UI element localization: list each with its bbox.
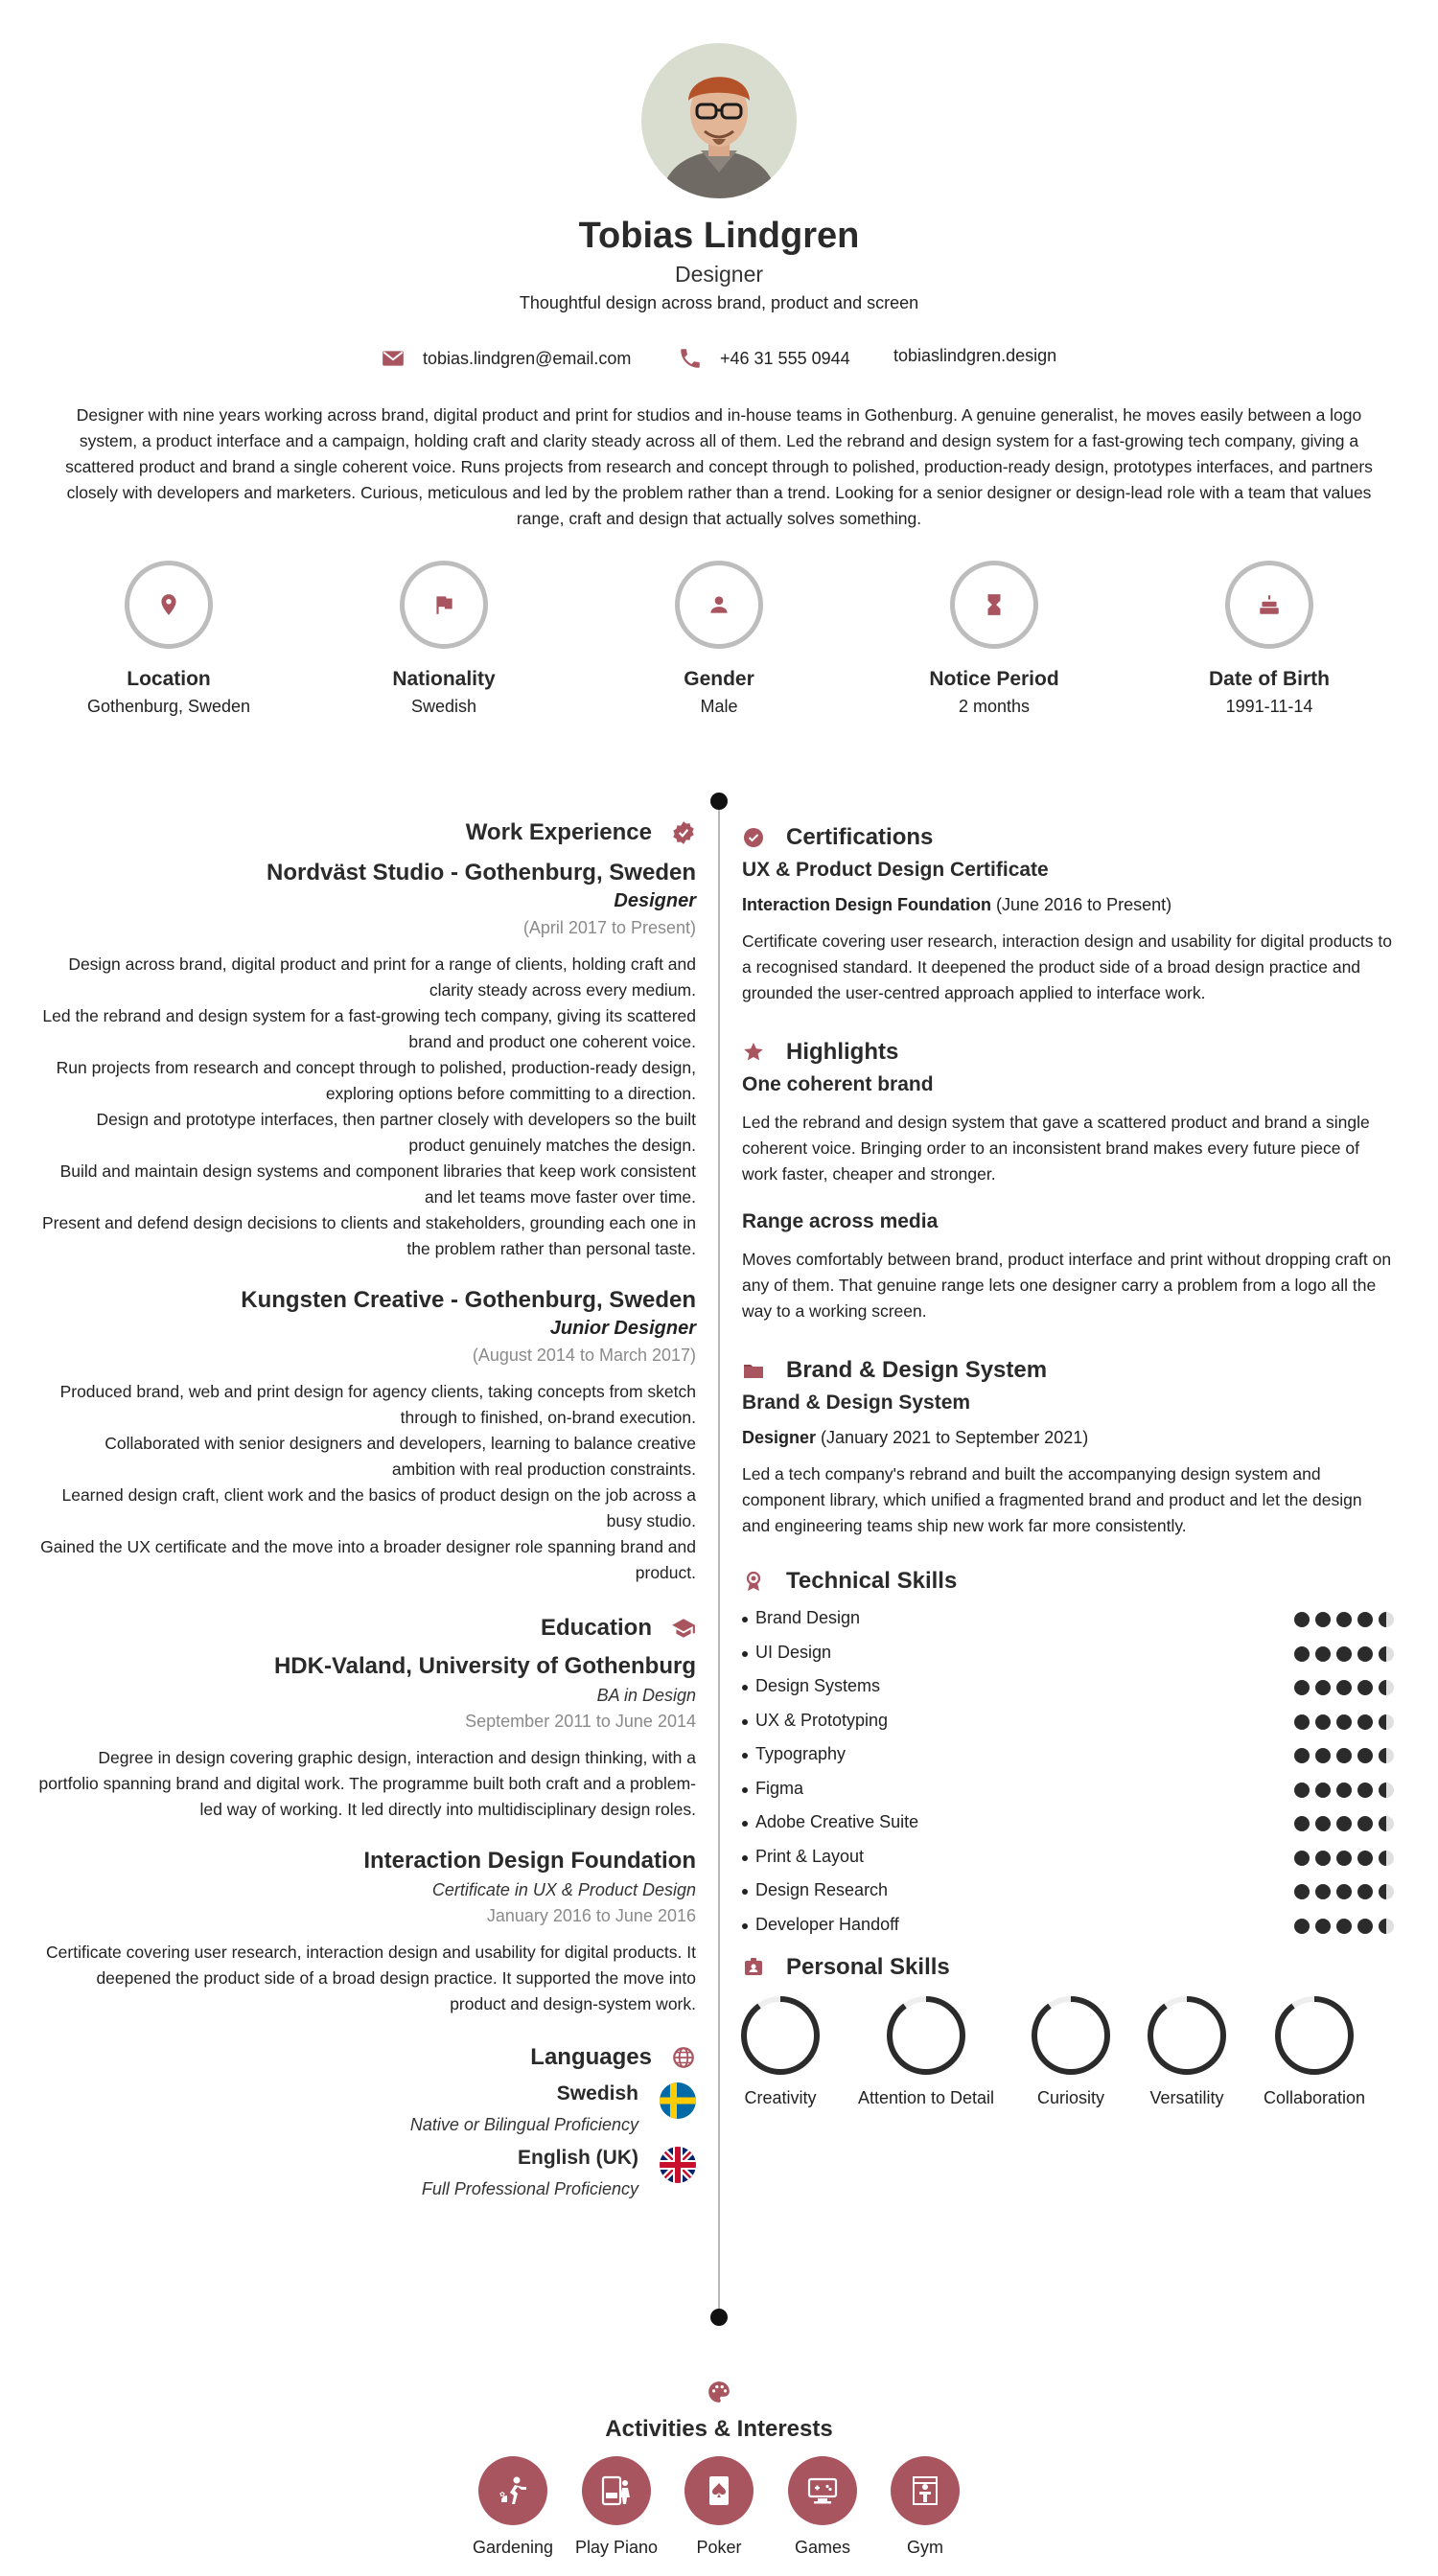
technical-skill-name: Developer Handoff bbox=[755, 1914, 899, 1934]
rating-dot bbox=[1357, 1782, 1373, 1798]
palette-icon bbox=[707, 2380, 731, 2404]
fact-location bbox=[44, 561, 293, 717]
technical-skill-name: Print & Layout bbox=[755, 1846, 865, 1866]
education-school: Interaction Design Foundation bbox=[363, 1848, 696, 1874]
skill-ring bbox=[885, 1994, 967, 2077]
skill-rating bbox=[1294, 1748, 1394, 1763]
rating-dot bbox=[1336, 1680, 1352, 1695]
rating-dot bbox=[1357, 1680, 1373, 1695]
skill-ring-progress bbox=[744, 1999, 817, 2072]
work-experience-header bbox=[38, 819, 696, 846]
rating-dot bbox=[1315, 1782, 1331, 1798]
job-bullet: Design across brand, digital product and print for a range of clients, holding craft and clarity steady across every medium. bbox=[68, 954, 696, 1000]
project-header bbox=[742, 1357, 1394, 1384]
rating-dot bbox=[1315, 1816, 1331, 1831]
rating-dot bbox=[1357, 1714, 1373, 1730]
language-level: Native or Bilingual Proficiency bbox=[409, 2115, 638, 2134]
bullet-dot bbox=[742, 1651, 748, 1657]
highlights-header bbox=[742, 1039, 1394, 1066]
email-contact[interactable] bbox=[381, 346, 631, 371]
education-entry bbox=[38, 1848, 696, 2017]
rating-dot bbox=[1379, 1612, 1394, 1627]
skill-rating bbox=[1294, 1782, 1394, 1798]
job-bullet: Gained the UX certificate and the move into a broader designer role spanning brand and product. bbox=[40, 1537, 696, 1582]
language-entry bbox=[38, 2147, 696, 2199]
job-bullet: Produced brand, web and print design for agency clients, taking concepts from sketch through to finished, on-brand execution. bbox=[59, 1382, 696, 1427]
education-dates: January 2016 to June 2016 bbox=[486, 1906, 696, 1925]
certificate-badge-icon bbox=[742, 826, 765, 849]
rating-dot bbox=[1379, 1782, 1394, 1798]
rating-dot bbox=[1336, 1919, 1352, 1934]
technical-skill-item bbox=[742, 1880, 1394, 1915]
technical-skills-section bbox=[742, 1568, 1394, 1948]
language-name: Swedish bbox=[556, 2082, 638, 2104]
personal-skill-item bbox=[1238, 1994, 1391, 2108]
job-bullets bbox=[38, 1379, 696, 1586]
rating-dot bbox=[1379, 1714, 1394, 1730]
job-bullet: Learned design craft, client work and the basics of product design on the job across a busy studio. bbox=[61, 1485, 696, 1530]
personal-skills-section bbox=[742, 1954, 1394, 2119]
interest-label: Play Piano bbox=[574, 2538, 659, 2557]
highlight-title: Range across media bbox=[742, 1210, 939, 1232]
technical-skills-header bbox=[742, 1568, 1394, 1595]
rating-dot bbox=[1357, 1884, 1373, 1899]
interest-label: Gym bbox=[907, 2538, 943, 2557]
rating-dot bbox=[1357, 1612, 1373, 1627]
rating-dot bbox=[1336, 1714, 1352, 1730]
gym-icon bbox=[906, 2472, 944, 2510]
job-company: Nordväst Studio - Gothenburg, Sweden bbox=[266, 860, 696, 886]
skill-ring bbox=[739, 1994, 822, 2077]
technical-skill-name: Design Systems bbox=[755, 1676, 881, 1695]
job-bullet: Present and defend design decisions to clients and stakeholders, grounding each one in the problem rather than personal taste. bbox=[42, 1213, 696, 1258]
rating-dot bbox=[1336, 1816, 1352, 1831]
job-bullets bbox=[38, 952, 696, 1262]
rating-dot bbox=[1294, 1714, 1310, 1730]
skill-rating bbox=[1294, 1816, 1394, 1831]
technical-skill-item bbox=[742, 1643, 1394, 1677]
rating-dot bbox=[1294, 1919, 1310, 1934]
rating-dot bbox=[1315, 1884, 1331, 1899]
personal-skill-name: Attention to Detail bbox=[857, 2088, 995, 2107]
skill-rating bbox=[1294, 1612, 1394, 1627]
fact-date-of-birth bbox=[1145, 561, 1394, 717]
fact-label: Location bbox=[127, 668, 211, 690]
location-pin-icon bbox=[156, 592, 181, 617]
bullet-dot bbox=[742, 1753, 748, 1759]
star-badge-icon bbox=[742, 1041, 765, 1064]
skill-rating bbox=[1294, 1919, 1394, 1934]
website-text[interactable]: tobiaslindgren.design bbox=[893, 346, 1057, 365]
certification-issuer: Interaction Design Foundation bbox=[742, 895, 991, 914]
technical-skill-name: Adobe Creative Suite bbox=[755, 1812, 919, 1831]
piano-icon bbox=[597, 2472, 636, 2510]
fact-label: Notice Period bbox=[929, 668, 1059, 690]
skill-ring-progress bbox=[1150, 1999, 1223, 2072]
skill-ring bbox=[1030, 1994, 1112, 2077]
timeline-top-dot bbox=[710, 793, 728, 810]
project-name: Brand & Design System bbox=[742, 1392, 971, 1414]
certification-name: UX & Product Design Certificate bbox=[742, 859, 1049, 881]
rating-dot bbox=[1336, 1748, 1352, 1763]
skill-rating bbox=[1294, 1714, 1394, 1730]
rating-dot bbox=[1315, 1851, 1331, 1866]
rating-dot bbox=[1379, 1919, 1394, 1934]
rating-dot bbox=[1357, 1851, 1373, 1866]
folder-icon bbox=[742, 1359, 765, 1382]
rating-dot bbox=[1379, 1816, 1394, 1831]
bullet-dot bbox=[742, 1889, 748, 1895]
fact-ring bbox=[400, 561, 488, 649]
rating-dot bbox=[1379, 1646, 1394, 1662]
technical-skill-item bbox=[742, 1915, 1394, 1949]
bullet-dot bbox=[742, 1855, 748, 1861]
website-contact[interactable] bbox=[893, 346, 1056, 366]
rating-dot bbox=[1294, 1646, 1310, 1662]
job-bullet: Led the rebrand and design system for a fast-growing tech company, giving its scattered brand and product one coherent voice. bbox=[42, 1006, 696, 1051]
rating-dot bbox=[1336, 1612, 1352, 1627]
fact-ring bbox=[675, 561, 763, 649]
skill-ring-progress bbox=[1034, 1999, 1107, 2072]
skill-rating bbox=[1294, 1646, 1394, 1662]
project-dates: (January 2021 to September 2021) bbox=[821, 1428, 1089, 1447]
interest-piano bbox=[564, 2456, 669, 2559]
rating-dot bbox=[1294, 1782, 1310, 1798]
fact-label: Date of Birth bbox=[1209, 668, 1330, 690]
bullet-dot bbox=[742, 1617, 748, 1622]
email-text[interactable]: tobias.lindgren@email.com bbox=[423, 348, 632, 368]
technical-skill-item bbox=[742, 1779, 1394, 1813]
rating-dot bbox=[1315, 1612, 1331, 1627]
flag-icon bbox=[431, 592, 456, 617]
technical-skill-name: Brand Design bbox=[755, 1608, 861, 1627]
project-section bbox=[742, 1357, 1394, 1539]
technical-skill-item bbox=[742, 1711, 1394, 1745]
section-title: Education bbox=[540, 1615, 652, 1641]
fact-nationality bbox=[319, 561, 568, 717]
skill-ring bbox=[1273, 1994, 1356, 2077]
fact-ring bbox=[950, 561, 1038, 649]
rating-dot bbox=[1315, 1919, 1331, 1934]
certification-meta bbox=[742, 895, 1394, 915]
highlights-section bbox=[742, 1039, 1394, 1324]
personal-skill-name: Collaboration bbox=[1263, 2088, 1366, 2107]
rating-dot bbox=[1336, 1646, 1352, 1662]
interest-label: Games bbox=[794, 2538, 851, 2557]
profile-photo bbox=[641, 43, 797, 198]
job-entry bbox=[38, 860, 696, 1262]
bullet-dot bbox=[742, 1821, 748, 1827]
rating-dot bbox=[1315, 1748, 1331, 1763]
certification-description: Certificate covering user research, interaction design and usability for digital products to a recognised standard. It deepened the product side of a broad design practice and grounded the user-centred approach applied to interface work. bbox=[742, 932, 1392, 1002]
education-description: Degree in design covering graphic design, interaction and design thinking, with a portfolio spanning brand and digital work. The programme built both craft and a problem-led way of working. It led directly into multidisciplinary design roles. bbox=[38, 1748, 696, 1819]
rating-dot bbox=[1357, 1646, 1373, 1662]
hourglass-icon bbox=[982, 592, 1007, 617]
rating-dot bbox=[1336, 1884, 1352, 1899]
rating-dot bbox=[1315, 1714, 1331, 1730]
bullet-dot bbox=[742, 1719, 748, 1725]
personal-skill-item bbox=[849, 1994, 1003, 2108]
rating-dot bbox=[1294, 1612, 1310, 1627]
rating-dot bbox=[1294, 1884, 1310, 1899]
skill-rating bbox=[1294, 1851, 1394, 1866]
uk-flag-icon bbox=[660, 2147, 696, 2183]
candidate-name: Tobias Lindgren bbox=[578, 216, 860, 256]
skill-rating bbox=[1294, 1884, 1394, 1899]
fact-notice-period bbox=[870, 561, 1119, 717]
certification-dates: (June 2016 to Present) bbox=[996, 895, 1172, 914]
email-icon bbox=[381, 346, 406, 371]
interest-label: Poker bbox=[696, 2538, 742, 2557]
interest-label: Gardening bbox=[472, 2538, 554, 2557]
fact-ring bbox=[125, 561, 213, 649]
rating-dot bbox=[1336, 1851, 1352, 1866]
rating-dot bbox=[1336, 1782, 1352, 1798]
bullet-dot bbox=[742, 1787, 748, 1793]
job-bullet: Design and prototype interfaces, then partner closely with developers so the built product genuinely matches the design. bbox=[96, 1110, 696, 1155]
skill-rating bbox=[1294, 1680, 1394, 1695]
fact-value: Male bbox=[700, 697, 738, 716]
fact-value: 2 months bbox=[958, 697, 1031, 716]
right-column bbox=[742, 824, 1394, 2119]
gardening-icon bbox=[494, 2472, 532, 2510]
candidate-role: Designer bbox=[674, 262, 764, 287]
award-ribbon-icon bbox=[742, 1570, 765, 1593]
interest-poker bbox=[666, 2456, 772, 2559]
technical-skill-name: Figma bbox=[755, 1778, 804, 1798]
left-column bbox=[38, 819, 696, 2199]
personal-skill-item bbox=[704, 1994, 857, 2108]
project-meta bbox=[742, 1428, 1394, 1448]
education-school: HDK-Valand, University of Gothenburg bbox=[273, 1653, 696, 1679]
fact-gender bbox=[594, 561, 844, 717]
person-icon bbox=[707, 592, 731, 617]
phone-contact[interactable] bbox=[678, 346, 850, 371]
technical-skill-item bbox=[742, 1676, 1394, 1711]
job-bullet: Collaborated with senior designers and developers, learning to balance creative ambition with real production constraints. bbox=[104, 1434, 696, 1479]
profile-summary: Designer with nine years working across brand, digital product and print for studios and in-house teams in Gothenburg. A genuine generalist, he moves easily between a logo system, a product interface and a campaign, holding craft and clarity steady across all of them. Led the rebrand and design system for a fast-growing tech company, giving a scattered product and brand a single coherent voice. Runs projects from research and concept through to polished, production-ready design, prototypes interfaces, and partners closely with developers and marketers. Curious, meticulous and led by the problem rather than a trend. Looking for a senior designer or design-lead role with a team that values range, craft and design that actually solves something. bbox=[65, 405, 1373, 528]
section-title: Work Experience bbox=[465, 819, 652, 845]
phone-icon bbox=[678, 346, 703, 371]
skill-ring bbox=[1146, 1994, 1228, 2077]
languages-header bbox=[38, 2044, 696, 2071]
interest-games bbox=[770, 2456, 875, 2559]
bullet-dot bbox=[742, 1685, 748, 1690]
fact-value: Gothenburg, Sweden bbox=[86, 697, 251, 716]
language-entry bbox=[38, 2082, 696, 2135]
job-bullet: Run projects from research and concept through to polished, production-ready design, exploring options before committing to a direction. bbox=[56, 1058, 696, 1103]
bullet-dot bbox=[742, 1923, 748, 1929]
technical-skill-name: UX & Prototyping bbox=[755, 1710, 889, 1730]
section-title: Languages bbox=[530, 2044, 652, 2070]
rating-dot bbox=[1294, 1748, 1310, 1763]
personal-skills-list bbox=[742, 1994, 1394, 2119]
certifications-header bbox=[742, 824, 1394, 851]
section-title: Certifications bbox=[786, 824, 934, 850]
fact-value: Swedish bbox=[410, 697, 477, 716]
job-company: Kungsten Creative - Gothenburg, Sweden bbox=[241, 1287, 696, 1313]
fact-value: 1991-11-14 bbox=[1225, 697, 1313, 716]
rating-dot bbox=[1294, 1816, 1310, 1831]
timeline-bottom-dot bbox=[710, 2309, 728, 2326]
skill-ring-progress bbox=[890, 1999, 963, 2072]
id-badge-icon bbox=[742, 1956, 765, 1979]
education-dates: September 2011 to June 2014 bbox=[465, 1712, 696, 1731]
rating-dot bbox=[1294, 1851, 1310, 1866]
education-description: Certificate covering user research, interaction design and usability for digital products. It deepened the product side of a broad design practice. It supported the move into product and design-system work. bbox=[46, 1943, 696, 2013]
technical-skill-item bbox=[742, 1744, 1394, 1779]
candidate-tagline: Thoughtful design across brand, product and screen bbox=[519, 293, 919, 312]
highlight-title: One coherent brand bbox=[742, 1073, 934, 1095]
rating-dot bbox=[1357, 1919, 1373, 1934]
certifications-section bbox=[742, 824, 1394, 1006]
technical-skill-name: UI Design bbox=[755, 1642, 832, 1662]
section-title: Personal Skills bbox=[786, 1954, 950, 1980]
section-title: Technical Skills bbox=[786, 1568, 958, 1594]
rating-dot bbox=[1357, 1816, 1373, 1831]
project-role: Designer bbox=[742, 1428, 817, 1447]
personal-skill-name: Creativity bbox=[744, 2088, 817, 2107]
interest-gym bbox=[872, 2456, 978, 2559]
fact-label: Nationality bbox=[392, 668, 496, 690]
language-name: English (UK) bbox=[518, 2147, 638, 2169]
rating-dot bbox=[1379, 1748, 1394, 1763]
rating-dot bbox=[1294, 1680, 1310, 1695]
rating-dot bbox=[1315, 1646, 1331, 1662]
globe-icon bbox=[671, 2045, 696, 2070]
verified-badge-icon bbox=[671, 820, 696, 845]
highlight-description: Led the rebrand and design system that gave a scattered product and brand a single coherent voice. Bringing order to an inconsistent brand makes every future piece of work faster, cheaper and stronger. bbox=[742, 1113, 1370, 1184]
job-bullet: Build and maintain design systems and component libraries that keep work consistent and let teams move faster over time. bbox=[59, 1162, 696, 1207]
education-entry bbox=[38, 1653, 696, 1823]
technical-skill-name: Typography bbox=[755, 1744, 847, 1763]
job-role: Junior Designer bbox=[549, 1318, 696, 1339]
education-degree: BA in Design bbox=[596, 1686, 696, 1705]
rating-dot bbox=[1379, 1680, 1394, 1695]
job-entry bbox=[38, 1287, 696, 1586]
technical-skill-item bbox=[742, 1812, 1394, 1847]
svg-text:✿: ✿ bbox=[499, 2491, 505, 2498]
personal-skill-name: Curiosity bbox=[1036, 2088, 1104, 2107]
fact-label: Gender bbox=[684, 668, 754, 690]
rating-dot bbox=[1379, 1851, 1394, 1866]
sweden-flag-icon bbox=[660, 2082, 696, 2119]
job-dates: (August 2014 to March 2017) bbox=[472, 1346, 696, 1365]
technical-skill-name: Design Research bbox=[755, 1880, 889, 1899]
skill-ring-progress bbox=[1278, 1999, 1351, 2072]
project-description: Led a tech company's rebrand and built the accompanying design system and component library, which unified a fragmented brand and product and let the design and engineering teams ship new work far more consistently. bbox=[742, 1464, 1362, 1535]
games-icon bbox=[803, 2472, 842, 2510]
job-role: Designer bbox=[614, 890, 696, 911]
rating-dot bbox=[1379, 1884, 1394, 1899]
section-title: Highlights bbox=[786, 1039, 899, 1065]
technical-skill-item bbox=[742, 1608, 1394, 1643]
technical-skills-list bbox=[742, 1608, 1394, 1948]
education-header bbox=[38, 1615, 696, 1642]
education-degree: Certificate in UX & Product Design bbox=[431, 1880, 696, 1899]
fact-ring bbox=[1225, 561, 1313, 649]
section-title: Activities & Interests bbox=[605, 2416, 833, 2442]
rating-dot bbox=[1315, 1680, 1331, 1695]
personal-skill-name: Versatility bbox=[1149, 2088, 1224, 2107]
job-dates: (April 2017 to Present) bbox=[522, 918, 696, 937]
section-title: Brand & Design System bbox=[786, 1357, 1048, 1383]
cake-icon bbox=[1257, 592, 1282, 617]
phone-text[interactable]: +46 31 555 0944 bbox=[720, 348, 850, 368]
technical-skill-item bbox=[742, 1847, 1394, 1881]
graduation-cap-icon bbox=[671, 1616, 696, 1641]
rating-dot bbox=[1357, 1748, 1373, 1763]
highlight-description: Moves comfortably between brand, product interface and print without dropping craft on any of them. That genuine range lets one designer carry a problem from a logo all the way to a working screen. bbox=[742, 1250, 1392, 1321]
language-level: Full Professional Proficiency bbox=[421, 2179, 638, 2198]
interest-gardening bbox=[460, 2456, 566, 2559]
personal-skills-header bbox=[742, 1954, 1394, 1981]
poker-card-icon bbox=[700, 2472, 738, 2510]
